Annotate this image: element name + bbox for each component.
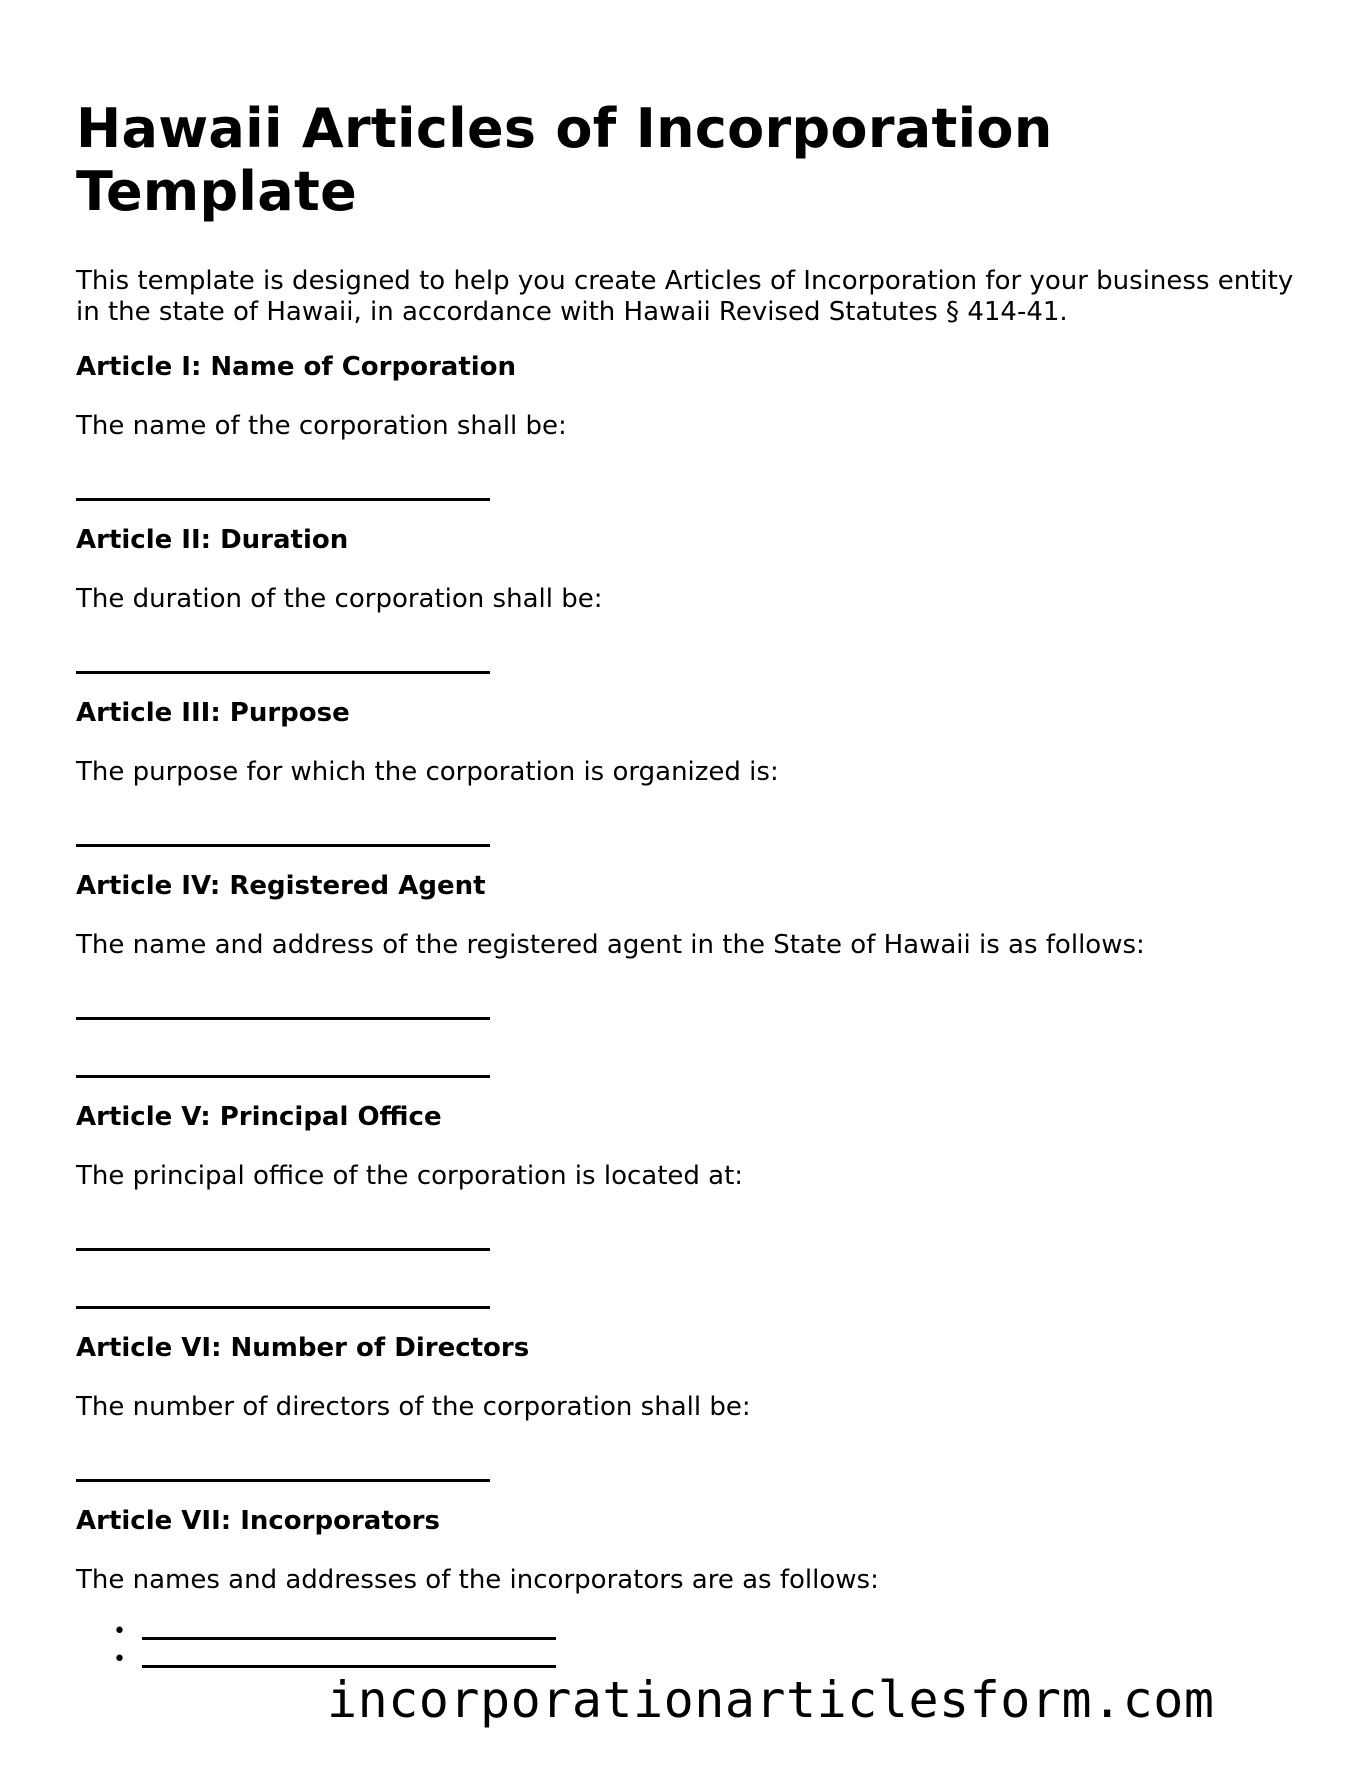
article-heading: Article VII: Incorporators xyxy=(76,1506,440,1536)
article-heading: Article I: Name of Corporation xyxy=(76,352,517,382)
article-text: The names and addresses of the incorporators are as follows: xyxy=(76,1565,879,1595)
intro-paragraph: This template is designed to help you create Articles of Incorporation for your business entity in the state of Hawaii, in accordance with Hawaii Revised Statutes § 414-41. xyxy=(76,266,1294,327)
article-incorporators xyxy=(76,1506,1296,1674)
document-title: Hawaii Articles of Incorporation Template xyxy=(76,97,1053,223)
article-heading: Article IV: Registered Agent xyxy=(76,871,486,901)
article-text: The duration of the corporation shall be: xyxy=(76,584,603,614)
principal-office-blank-line-2[interactable] xyxy=(76,1278,490,1309)
bullet-icon: • xyxy=(113,1619,126,1644)
document-page xyxy=(76,0,1296,1674)
article-text: The purpose for which the corporation is organized is: xyxy=(76,757,779,787)
incorporators-list xyxy=(76,1618,1296,1674)
incorporator-blank-line-1[interactable] xyxy=(142,1618,556,1640)
article-text: The name and address of the registered agent in the State of Hawaii is as follows: xyxy=(76,930,1145,960)
corporation-name-blank-line[interactable] xyxy=(76,470,490,501)
article-duration xyxy=(76,525,1296,674)
bullet-icon: • xyxy=(113,1647,126,1672)
duration-blank-line[interactable] xyxy=(76,643,490,674)
principal-office-blank-line-1[interactable] xyxy=(76,1220,490,1251)
article-heading: Article VI: Number of Directors xyxy=(76,1333,530,1363)
article-purpose xyxy=(76,698,1296,847)
article-text: The name of the corporation shall be: xyxy=(76,411,567,441)
number-of-directors-blank-line[interactable] xyxy=(76,1451,490,1482)
article-text: The principal office of the corporation is located at: xyxy=(76,1161,744,1191)
article-registered-agent xyxy=(76,871,1296,1078)
article-heading: Article III: Purpose xyxy=(76,698,350,728)
list-item xyxy=(76,1646,1296,1674)
article-name-of-corporation xyxy=(76,352,1296,501)
article-heading: Article II: Duration xyxy=(76,525,349,555)
article-principal-office xyxy=(76,1102,1296,1309)
article-text: The number of directors of the corporation shall be: xyxy=(76,1392,751,1422)
article-heading: Article V: Principal Office xyxy=(76,1102,442,1132)
watermark-text: incorporationarticlesform.com xyxy=(327,1671,1215,1729)
purpose-blank-line[interactable] xyxy=(76,816,490,847)
list-item xyxy=(76,1618,1296,1646)
incorporator-blank-line-2[interactable] xyxy=(142,1646,556,1668)
registered-agent-name-blank-line[interactable] xyxy=(76,989,490,1020)
article-number-of-directors xyxy=(76,1333,1296,1482)
registered-agent-address-blank-line[interactable] xyxy=(76,1047,490,1078)
